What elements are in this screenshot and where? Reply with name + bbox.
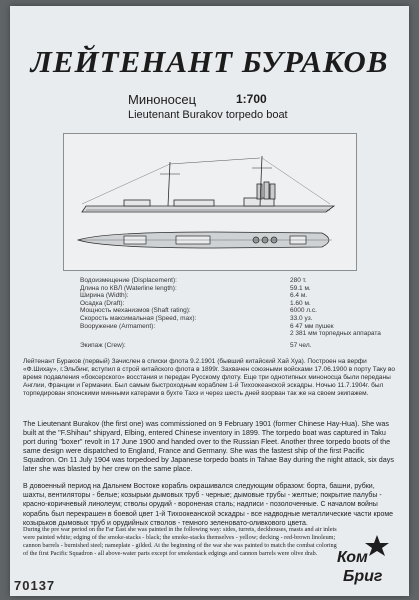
spec-row	[80, 323, 400, 331]
spec-label	[80, 330, 290, 338]
catalog-number: 70137	[14, 578, 56, 593]
spec-row	[80, 285, 400, 293]
history-text-ru: Лейтенант Бураков (первый) Зачислен в списки флота 9.2.1901 (бывший китайский Хай Хуа). Построен на верфи «Ф.Шихау», г.Эльбинг, вступил в строй китайского флота в 1899г. Захвачен союзными войсками 17.06.1900 в порту Таку во время подавления «боксерского» восстания и передан Русскому флоту. Еще три однотипных миноносца были переданы Англии, Франции и Германии. Был самым быстроходным кораблем 1-й Тихоокеанской эскадры. Ночью 11.7.1904г. был торпедирован японскими минными катерами в бухте Тахэ и через шесть дней взорван так же на своем экипажем.	[23, 358, 395, 397]
side-profile-drawing	[82, 156, 334, 212]
spec-value: 33.0 уз.	[290, 314, 313, 322]
kombrig-logo	[335, 534, 391, 586]
subtitle-en: Lieutenant Burakov torpedo boat	[128, 109, 288, 121]
spec-label: Ширина (Width):	[80, 292, 129, 300]
ship-drawing	[64, 134, 356, 270]
spec-value: 2 381 мм торпедных аппарата	[290, 330, 381, 338]
specifications-table	[80, 277, 400, 349]
spec-label: Вооружение (Armament):	[80, 322, 156, 330]
spec-label: Осадка (Draft):	[80, 299, 125, 307]
spec-label: Экипаж (Crew):	[80, 341, 126, 349]
scale-label: 1:700	[236, 92, 267, 106]
spec-value: 6 47 мм пушек	[290, 322, 334, 330]
logo-text-line2: Бриг	[343, 568, 383, 585]
spec-value: 1.60 м.	[290, 299, 311, 307]
spec-value: 57 чел.	[290, 341, 312, 349]
spec-row	[80, 315, 400, 323]
ship-drawing-frame	[63, 133, 357, 271]
spec-row	[80, 307, 400, 315]
spec-label: Водоизмещение (Displacement):	[80, 277, 177, 284]
top-view-drawing	[78, 232, 332, 248]
spec-label: Длина по КВЛ (Waterline length):	[80, 284, 177, 292]
spec-row	[80, 292, 400, 300]
paint-scheme-text-ru: В довоенный период на Дальнем Востоке корабль окрашивался следующим образом: борта, башни, рубки, шахты, вентиляторы - белые; козырьки дымовых труб - черные; дымовые трубы - желтые; покрытие палубы - красно-коричневый линолеум; стволы орудий - вороненая сталь; надписи - позолоченные. С началом войны корабль был перекрашен в боевой цвет 1-й Тихоокеанской эскадры - все надводные металлические части кроме козырьков дымовых труб и орудийных стволов - темного зеленовато-оливкового цвета.	[23, 483, 394, 527]
spec-row	[80, 277, 400, 285]
instruction-sheet	[10, 6, 409, 596]
paint-scheme-text-en: During the pre war period on the Far East she was painted in the following way: sides, turrets, deckhouses, masts and air inlets were painted white; edging of the smoke-stacks - black; the smoke-stacks themselves - yellow; decking - red-brown linoleum; cannon barrels - burnished steel; nameplate - gilded. At the beginning of the war she was painted to match the combat coloring of the first Pacific Squadron - all above-water parts except for smokestack edgings and cannon barrels were olive drab.	[23, 526, 337, 557]
spec-label: Мощность механизмов (Shaft rating):	[80, 307, 191, 315]
spec-value: 280 т.	[290, 277, 307, 284]
spec-row	[80, 330, 400, 338]
spec-row	[80, 300, 400, 308]
ship-type: Миноносец	[128, 92, 197, 107]
document-title: ЛЕЙТЕНАНТ БУРАКОВ	[30, 44, 389, 79]
spec-label: Скорость максимальная (Speed, max):	[80, 314, 197, 322]
logo-text-line1: Ком	[337, 549, 368, 566]
spec-value: 6000 л.с.	[290, 307, 317, 315]
spec-value: 59.1 м.	[290, 284, 311, 292]
history-text-en: The Lieutenant Burakov (the first one) was commissioned on 9 February 1901 (former Chinese Hay-Hua). She was built at the "F.Shihau" shipyard, Elbing, entered Chinese inventory in 1899. The torpedo boat was captured in Taku port during "boxer" revolt in 17 June 1900 and handed over to the Russian Fleet. Another three torpedo boots of the same design were dispatched to England, France and Germany. She was the fastest ship of the first Pacific Squadron. On 11 July 1904 was torpedoed by Japanese torpedo boats in Tahae Bay during the night attack, six days later she was blasted by her crew on the same place.	[23, 419, 394, 473]
spec-value: 6.4 м.	[290, 292, 308, 300]
spec-row	[80, 342, 400, 350]
